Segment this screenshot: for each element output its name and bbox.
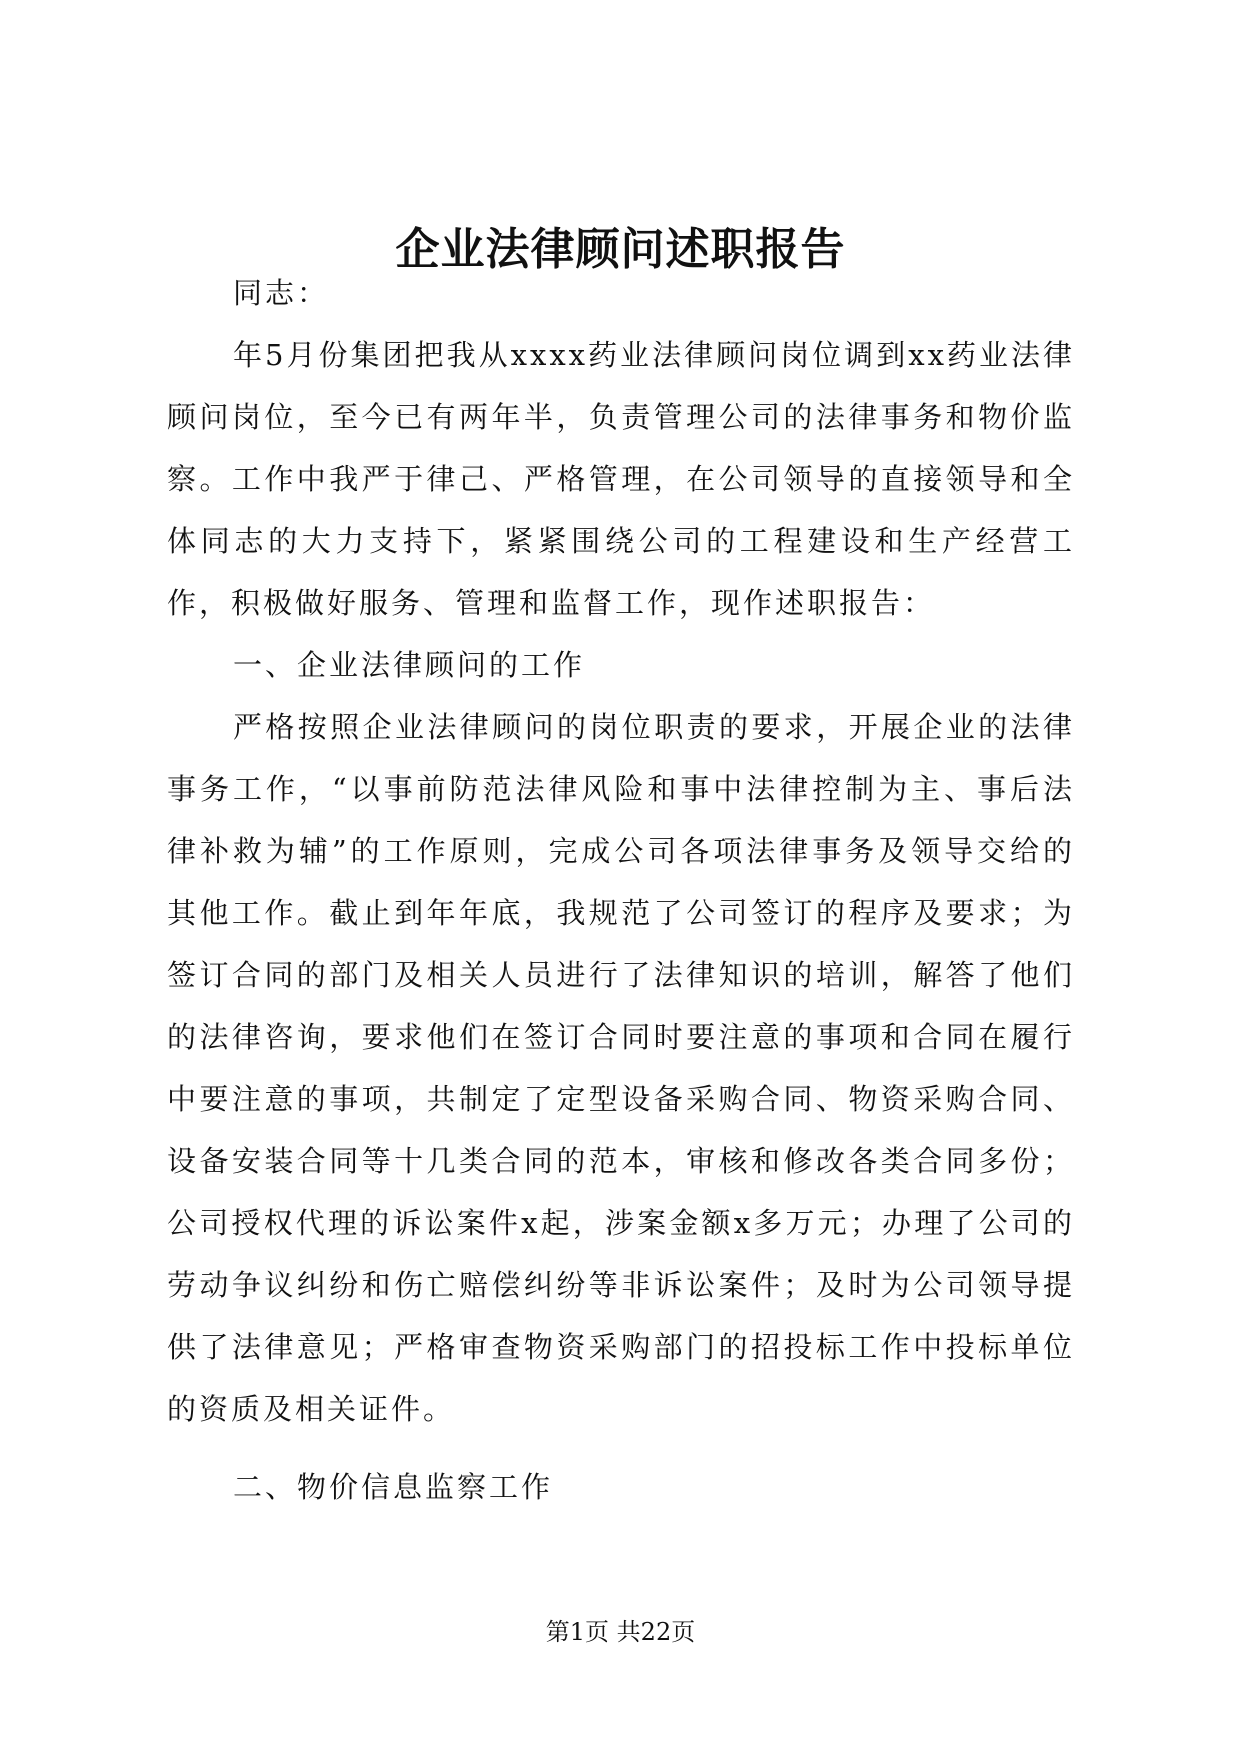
section-heading-2: 二、物价信息监察工作 [233, 1470, 554, 1504]
paragraph-intro: 年5月份集团把我从xxxx药业法律顾问岗位调到xx药业法律顾问岗位，至今已有两年半，负责管理公司的法律事务和物价监察。工作中我严于律己、严格管理，在公司领导的直接领导和全体同志的大力支持下，紧紧围绕公司的工程建设和生产经营工作，积极做好服务、管理和监督工作，现作述职报告： [167, 338, 1075, 620]
salutation: 同志： [233, 276, 330, 310]
section-heading-1: 一、企业法律顾问的工作 [233, 648, 586, 682]
document-title: 企业法律顾问述职报告 [395, 224, 846, 275]
page-number: 第1页 共22页 [545, 1618, 696, 1646]
document-body [167, 262, 1075, 1518]
paragraph-legal-work: 严格按照企业法律顾问的岗位职责的要求，开展企业的法律事务工作，“以事前防范法律风险和事中法律控制为主、事后法律补救为辅”的工作原则，完成公司各项法律事务及领导交给的其他工作。截止到年年底，我规范了公司签订的程序及要求；为签订合同的部门及相关人员进行了法律知识的培训，解答了他们的法律咨询，要求他们在签订合同时要注意的事项和合同在履行中要注意的事项，共制定了定型设备采购合同、物资采购合同、设备安装合同等十几类合同的范本，审核和修改各类合同多份；公司授权代理的诉讼案件x起，涉案金额x多万元；办理了公司的劳动争议纠纷和伤亡赔偿纠纷等非诉讼案件；及时为公司领导提供了法律意见；严格审查物资采购部门的招投标工作中投标单位的资质及相关证件。 [167, 710, 1075, 1426]
